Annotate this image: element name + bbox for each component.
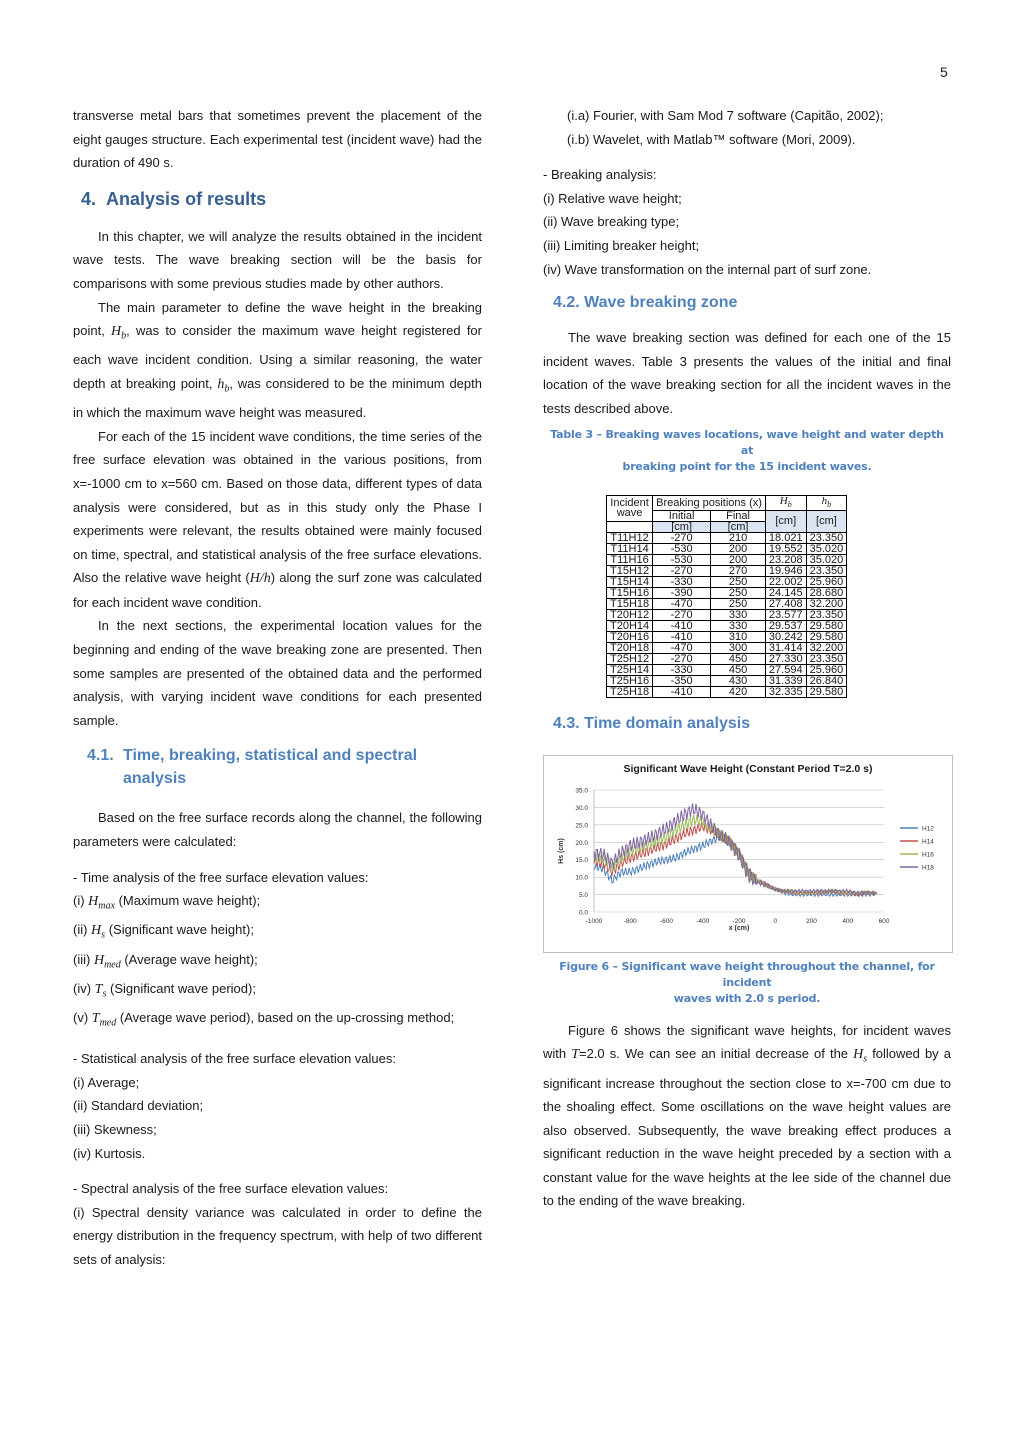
table-cell: 29.580	[806, 686, 847, 697]
table-cell: 23.350	[806, 532, 847, 543]
table-cell: 200	[711, 554, 766, 565]
table-cell: -270	[653, 609, 711, 620]
table-cell: 19.552	[765, 543, 806, 554]
table-cell: T25H16	[607, 675, 653, 686]
table-cell: 270	[711, 565, 766, 576]
table-cell: T11H14	[607, 543, 653, 554]
table-cell: 430	[711, 675, 766, 686]
table-cell: 32.200	[806, 642, 847, 653]
table-cell: -410	[653, 631, 711, 642]
table-header-incident: Incident wave	[607, 495, 653, 521]
table-unit-hb: [cm]	[806, 510, 847, 532]
table-row	[607, 631, 847, 642]
table-cell: T15H16	[607, 587, 653, 598]
table-row	[607, 598, 847, 609]
paragraph-figure-6: Figure 6 shows the significant wave heights, for incident waves with T=2.0 s. We can see an initial decrease of the $H_s$ followed by a significant increase throughout the section close to x=-700 cm due to the shoaling effect. Some oscillations on the wave height values are also observed. Subsequently, the wave breaking effect produces a significant reduction in the wave height preceded by a section with a constant value for the wave heights at the lee side of the channel due to the ending of the wave breaking.	[543, 1022, 951, 1209]
y-tick-label: 15.0	[575, 856, 588, 864]
y-tick-label: 0.0	[578, 909, 588, 917]
table-cell: 31.414	[765, 642, 806, 653]
table-cell: 35.020	[806, 554, 847, 565]
series-line-H14	[594, 822, 877, 896]
table-cell: 26.840	[806, 675, 847, 686]
table-row	[607, 653, 847, 664]
table-cell: 450	[711, 653, 766, 664]
table-cell: 23.577	[765, 609, 806, 620]
table-cell: T25H18	[607, 686, 653, 697]
section-4-1-title-b: analysis	[123, 770, 187, 788]
paragraph-breaking-point: The main parameter to define the wave height in the breaking point, $H_b$, was to consider the maximum wave height registered for each wave incident condition. Using a similar reasoning, the water depth at breaking point, $h_b$, was considered to be the minimum depth in which the maximum wave height was measured.	[73, 299, 482, 421]
statistical-analysis-heading: - Statistical analysis of the free surface elevation values:	[73, 1051, 396, 1067]
x-tick-label: -200	[732, 917, 746, 925]
breaking-analysis-item: (iv) Wave transformation on the internal part of surf zone.	[543, 261, 872, 277]
time-analysis-item: (iv) $T_s$ (Significant wave period);	[73, 980, 256, 1000]
table-header-Hb: $H_b$	[765, 495, 806, 510]
section-4-title: Analysis of results	[106, 188, 267, 209]
left-column	[73, 104, 482, 1272]
y-tick-label: 25.0	[575, 822, 588, 830]
table-row	[607, 664, 847, 675]
table-cell: T20H14	[607, 620, 653, 631]
table-unit-Hb: [cm]	[765, 510, 806, 532]
page-number: 5	[940, 64, 948, 80]
table-cell: -330	[653, 664, 711, 675]
table-cell: T20H12	[607, 609, 653, 620]
table-cell: T15H14	[607, 576, 653, 587]
y-tick-label: 20.0	[575, 839, 588, 847]
x-tick-label: -1000	[585, 917, 603, 925]
hs-line-chart	[544, 756, 952, 952]
spectral-analysis-heading: - Spectral analysis of the free surface elevation values:	[73, 1181, 389, 1197]
table-cell: 310	[711, 631, 766, 642]
table-cell: 25.960	[806, 576, 847, 587]
table-row	[607, 565, 847, 576]
table-cell: 27.330	[765, 653, 806, 664]
paragraph-parameters: Based on the free surface records along the channel, the following parameters were calculated:	[73, 810, 482, 850]
time-analysis-item: (ii) $H_s$ (Significant wave height);	[73, 922, 254, 941]
table-header-positions: Breaking positions (x)	[653, 495, 766, 510]
table-unit-spacer	[607, 521, 653, 532]
table-cell: 250	[711, 587, 766, 598]
statistical-analysis-list	[73, 1071, 482, 1165]
table-cell: 200	[711, 543, 766, 554]
table-3-body	[607, 532, 847, 697]
time-analysis-list	[73, 889, 482, 1035]
breaking-analysis-heading: - Breaking analysis:	[543, 167, 657, 183]
table-cell: T25H12	[607, 653, 653, 664]
table-cell: 450	[711, 664, 766, 675]
table-cell: 22.002	[765, 576, 806, 587]
table-row	[607, 543, 847, 554]
table-cell: 30.242	[765, 631, 806, 642]
y-tick-label: 35.0	[575, 787, 588, 795]
x-tick-label: 600	[878, 917, 890, 925]
paragraph-breaking-zone: The wave breaking section was defined for each one of the 15 incident waves. Table 3 presents the values of the initial and final location of the wave breaking section for all the incident waves in the tests described above.	[543, 330, 951, 416]
table-cell: 28.680	[806, 587, 847, 598]
paragraph-chapter: In this chapter, we will analyze the results obtained in the incident wave tests. The wave breaking section will be the basis for comparisons with some previous studies made by other authors.	[73, 228, 482, 291]
table-cell: 23.208	[765, 554, 806, 565]
breaking-analysis-list	[543, 187, 951, 281]
section-4-1-title-a: Time, breaking, statistical and spectral	[123, 747, 418, 765]
section-4-heading	[73, 175, 482, 225]
table-cell: T25H14	[607, 664, 653, 675]
table-cell: 23.350	[806, 609, 847, 620]
x-tick-label: -400	[696, 917, 710, 925]
table-header-hb: $h_b$	[806, 495, 847, 510]
table-cell: -270	[653, 653, 711, 664]
table-cell: 32.200	[806, 598, 847, 609]
table-cell: -470	[653, 598, 711, 609]
statistical-analysis-item: (ii) Standard deviation;	[73, 1098, 204, 1114]
time-analysis-item: (i) $H_{max}$ (Maximum wave height);	[73, 893, 261, 912]
paragraph-next-sections: In the next sections, the experimental location values for the beginning and ending of the wave breaking zone are presented. Then some samples are presented of the obtained data and the performed analysis, with varying incident wave conditions for each presented sample.	[73, 618, 482, 728]
table-cell: 19.946	[765, 565, 806, 576]
table-cell: 35.020	[806, 543, 847, 554]
table-cell: 210	[711, 532, 766, 543]
table-row	[607, 675, 847, 686]
y-tick-label: 5.0	[578, 891, 588, 899]
table-cell: 24.145	[765, 587, 806, 598]
table-cell: 330	[711, 620, 766, 631]
item-fourier: (i.a) Fourier, with Sam Mod 7 software (Capitão, 2002);	[567, 108, 884, 123]
table-unit-initial: [cm]	[653, 521, 711, 532]
table-cell: T11H12	[607, 532, 653, 543]
statistical-analysis-item: (iv) Kurtosis.	[73, 1145, 146, 1161]
table-cell: -470	[653, 642, 711, 653]
y-tick-label: 30.0	[575, 804, 588, 812]
table-cell: T11H16	[607, 554, 653, 565]
table-row	[607, 686, 847, 697]
table-header-initial: Initial	[653, 510, 711, 521]
table-unit-final: [cm]	[711, 521, 766, 532]
table-cell: -410	[653, 620, 711, 631]
legend-label: H16	[922, 851, 934, 859]
breaking-analysis-item: (iii) Limiting breaker height;	[543, 237, 700, 253]
item-wavelet: (i.b) Wavelet, with Matlab™ software (Mori, 2009).	[567, 131, 856, 147]
right-column	[543, 104, 951, 1213]
spectral-analysis-text: (i) Spectral density variance was calculated in order to define the energy distribution in the frequency spectrum, with help of two different sets of analysis:	[73, 1204, 482, 1267]
table-cell: 250	[711, 598, 766, 609]
legend-label: H12	[922, 825, 934, 833]
table-cell: 29.537	[765, 620, 806, 631]
breaking-analysis-item: (ii) Wave breaking type;	[543, 214, 680, 230]
section-4-1-number: 4.1.	[87, 747, 114, 765]
table-header-final: Final	[711, 510, 766, 521]
statistical-analysis-item: (i) Average;	[73, 1074, 140, 1090]
table-cell: 25.960	[806, 664, 847, 675]
figure-6-caption: Figure 6 – Significant wave height throughout the channel, for incident waves with 2.0 s period.	[559, 959, 935, 1005]
table-row	[607, 532, 847, 543]
table-cell: 27.408	[765, 598, 806, 609]
table-cell: T20H18	[607, 642, 653, 653]
table-row	[607, 642, 847, 653]
x-tick-label: -800	[623, 917, 637, 925]
table-cell: 32.335	[765, 686, 806, 697]
time-analysis-heading: - Time analysis of the free surface elevation values:	[73, 869, 369, 885]
paragraph-intro: transverse metal bars that sometimes prevent the placement of the eight gauges structure. Each experimental test (incident wave) had the duration of 490 s.	[73, 108, 482, 171]
section-4-2-heading: 4.2. Wave breaking zone	[553, 294, 738, 312]
time-analysis-item: (v) $T_{med}$ (Average wave period), based on the up-crossing method;	[73, 1009, 455, 1029]
section-4-number: 4.	[81, 188, 97, 209]
table-row	[607, 576, 847, 587]
table-cell: 29.580	[806, 620, 847, 631]
table-cell: T15H18	[607, 598, 653, 609]
table-cell: 420	[711, 686, 766, 697]
y-tick-label: 10.0	[575, 874, 588, 882]
table-row	[607, 587, 847, 598]
x-tick-label: 200	[806, 917, 817, 925]
x-tick-label: -600	[659, 917, 674, 925]
legend-label: H14	[922, 838, 934, 846]
x-tick-label: 400	[842, 917, 854, 925]
table-row	[607, 620, 847, 631]
table-cell: -270	[653, 565, 711, 576]
table-cell: 23.350	[806, 565, 847, 576]
figure-6-chart	[543, 755, 953, 953]
table-cell: 29.580	[806, 631, 847, 642]
x-axis-label: x (cm)	[728, 924, 750, 932]
table-cell: -330	[653, 576, 711, 587]
section-4-3-heading: 4.3. Time domain analysis	[553, 714, 751, 732]
table-row	[607, 609, 847, 620]
section-4-1-heading	[73, 732, 482, 806]
table-cell: 250	[711, 576, 766, 587]
table-3-caption: Table 3 – Breaking waves locations, wave height and water depth at breaking point for the 15 incident waves.	[550, 427, 944, 473]
table-cell: -530	[653, 554, 711, 565]
legend-label: H18	[922, 864, 934, 872]
table-3	[606, 495, 847, 698]
table-cell: T15H12	[607, 565, 653, 576]
table-cell: -390	[653, 587, 711, 598]
y-axis-label: Hs (cm)	[558, 837, 565, 864]
table-cell: 23.350	[806, 653, 847, 664]
table-cell: 27.594	[765, 664, 806, 675]
table-cell: 18.021	[765, 532, 806, 543]
table-cell: -410	[653, 686, 711, 697]
table-row	[607, 554, 847, 565]
chart-title: Significant Wave Height (Constant Period T=2.0 s)	[623, 762, 873, 775]
table-cell: -270	[653, 532, 711, 543]
table-cell: 330	[711, 609, 766, 620]
paragraph-conditions: For each of the 15 incident wave conditions, the time series of the free surface elevation was obtained in the various positions, from x=-1000 cm to x=560 cm. Based on those data, different types of data analysis were considered, but as in this study only the Phase I experiments were relevant, the results obtained were mainly focused on time, spectral, and statistical analysis of the free surface elevations. Also the relative wave height (H/h) along the surf zone was calculated for each incident wave condition.	[73, 428, 482, 610]
table-cell: -350	[653, 675, 711, 686]
table-cell: 300	[711, 642, 766, 653]
table-cell: 31.339	[765, 675, 806, 686]
x-tick-label: 0	[773, 917, 778, 925]
table-cell: -530	[653, 543, 711, 554]
breaking-analysis-item: (i) Relative wave height;	[543, 190, 682, 206]
statistical-analysis-item: (iii) Skewness;	[73, 1121, 157, 1137]
table-cell: T20H16	[607, 631, 653, 642]
time-analysis-item: (iii) $H_{med}$ (Average wave height);	[73, 951, 258, 971]
